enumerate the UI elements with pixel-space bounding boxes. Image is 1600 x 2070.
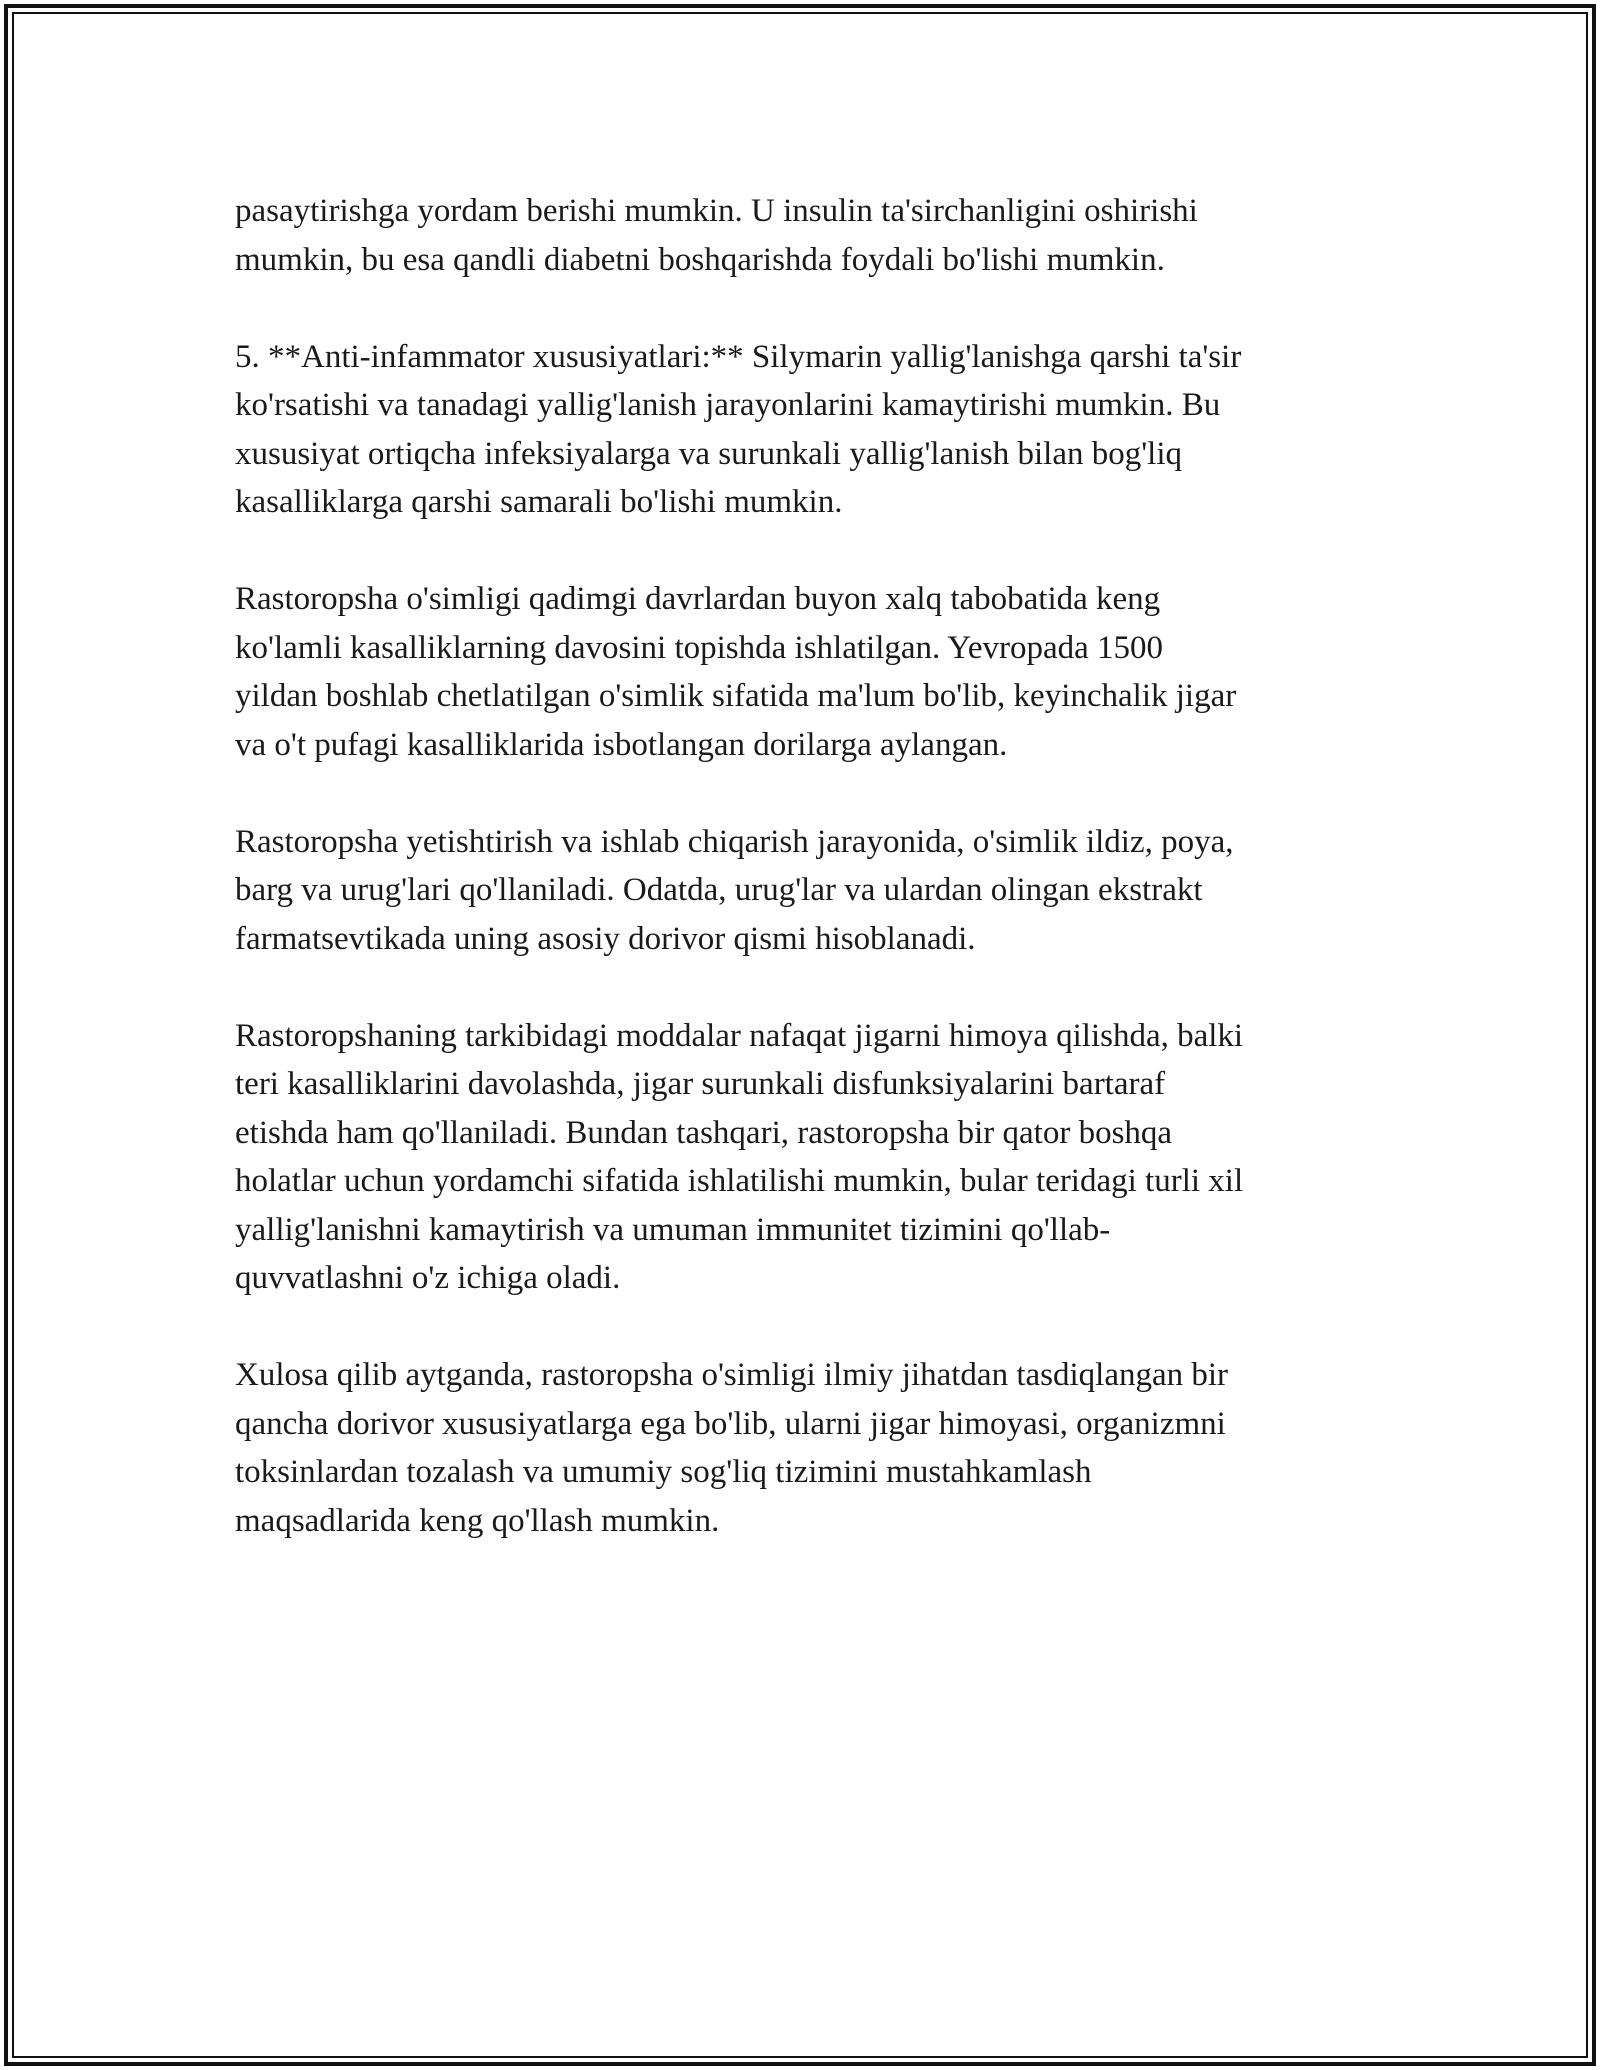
paragraph bbox=[235, 333, 1365, 527]
text-line: Xulosa qilib aytganda, rastoropsha o'simligi ilmiy jihatdan tasdiqlangan bir bbox=[235, 1357, 1229, 1393]
text-line: holatlar uchun yordamchi sifatida ishlatilishi mumkin, bular teridagi turli xil bbox=[235, 1163, 1244, 1199]
text-line: kasalliklarga qarshi samarali bo'lishi mumkin. bbox=[235, 484, 843, 520]
paragraph bbox=[235, 575, 1365, 769]
text-line: farmatsevtikada uning asosiy dorivor qismi hisoblanadi. bbox=[235, 920, 976, 957]
paragraph bbox=[235, 1012, 1365, 1303]
text-line: teri kasalliklarini davolashda, jigar surunkali disfunksiyalarini bartaraf bbox=[235, 1066, 1166, 1102]
text-line: pasaytirishga yordam berishi mumkin. U insulin ta'sirchanligini oshirishi bbox=[235, 193, 1198, 229]
text-line: Rastoropsha o'simligi qadimgi davrlardan buyon xalq tabobatida keng bbox=[235, 581, 1161, 617]
document-body bbox=[235, 187, 1365, 1594]
text-line: Rastoropsha yetishtirish va ishlab chiqarish jarayonida, o'simlik ildiz, poya, bbox=[235, 823, 1234, 860]
paragraph bbox=[235, 818, 1365, 964]
text-line: yildan boshlab chetlatilgan o'simlik sifatida ma'lum bo'lib, keyinchalik jigar bbox=[235, 678, 1237, 714]
text-line: quvvatlashni o'z ichiga oladi. bbox=[235, 1260, 621, 1296]
text-line: etishda ham qo'llaniladi. Bundan tashqari, rastoropsha bir qator boshqa bbox=[235, 1114, 1173, 1151]
paragraph bbox=[235, 187, 1365, 284]
text-line: va o't pufagi kasalliklarida isbotlangan dorilarga aylangan. bbox=[235, 726, 1008, 763]
text-line: xususiyat ortiqcha infeksiyalarga va surunkali yallig'lanish bilan bog'liq bbox=[235, 435, 1183, 472]
text-line: qancha dorivor xususiyatlarga ega bo'lib, ularni jigar himoyasi, organizmni bbox=[235, 1405, 1226, 1442]
text-line: ko'lamli kasalliklarning davosini topishda ishlatilgan. Yevropada 1500 bbox=[235, 629, 1163, 666]
text-line: yallig'lanishni kamaytirish va umuman immunitet tizimini qo'llab- bbox=[235, 1211, 1111, 1248]
text-line: Rastoropshaning tarkibidagi moddalar nafaqat jigarni himoya qilishda, balki bbox=[235, 1017, 1244, 1054]
paragraph bbox=[235, 1351, 1365, 1545]
text-line: maqsadlarida keng qo'llash mumkin. bbox=[235, 1502, 720, 1539]
text-line: barg va urug'lari qo'llaniladi. Odatda, urug'lar va ulardan olingan ekstrakt bbox=[235, 872, 1203, 908]
text-line: ko'rsatishi va tanadagi yallig'lanish jarayonlarini kamaytirishi mumkin. Bu bbox=[235, 387, 1221, 423]
text-line: 5. **Anti-infammator xususiyatlari:** Silymarin yallig'lanishga qarshi ta'sir bbox=[235, 338, 1242, 375]
text-line: mumkin, bu esa qandli diabetni boshqarishda foydali bo'lishi mumkin. bbox=[235, 241, 1165, 278]
text-line: toksinlardan tozalash va umumiy sog'liq tizimini mustahkamlash bbox=[235, 1454, 1092, 1490]
